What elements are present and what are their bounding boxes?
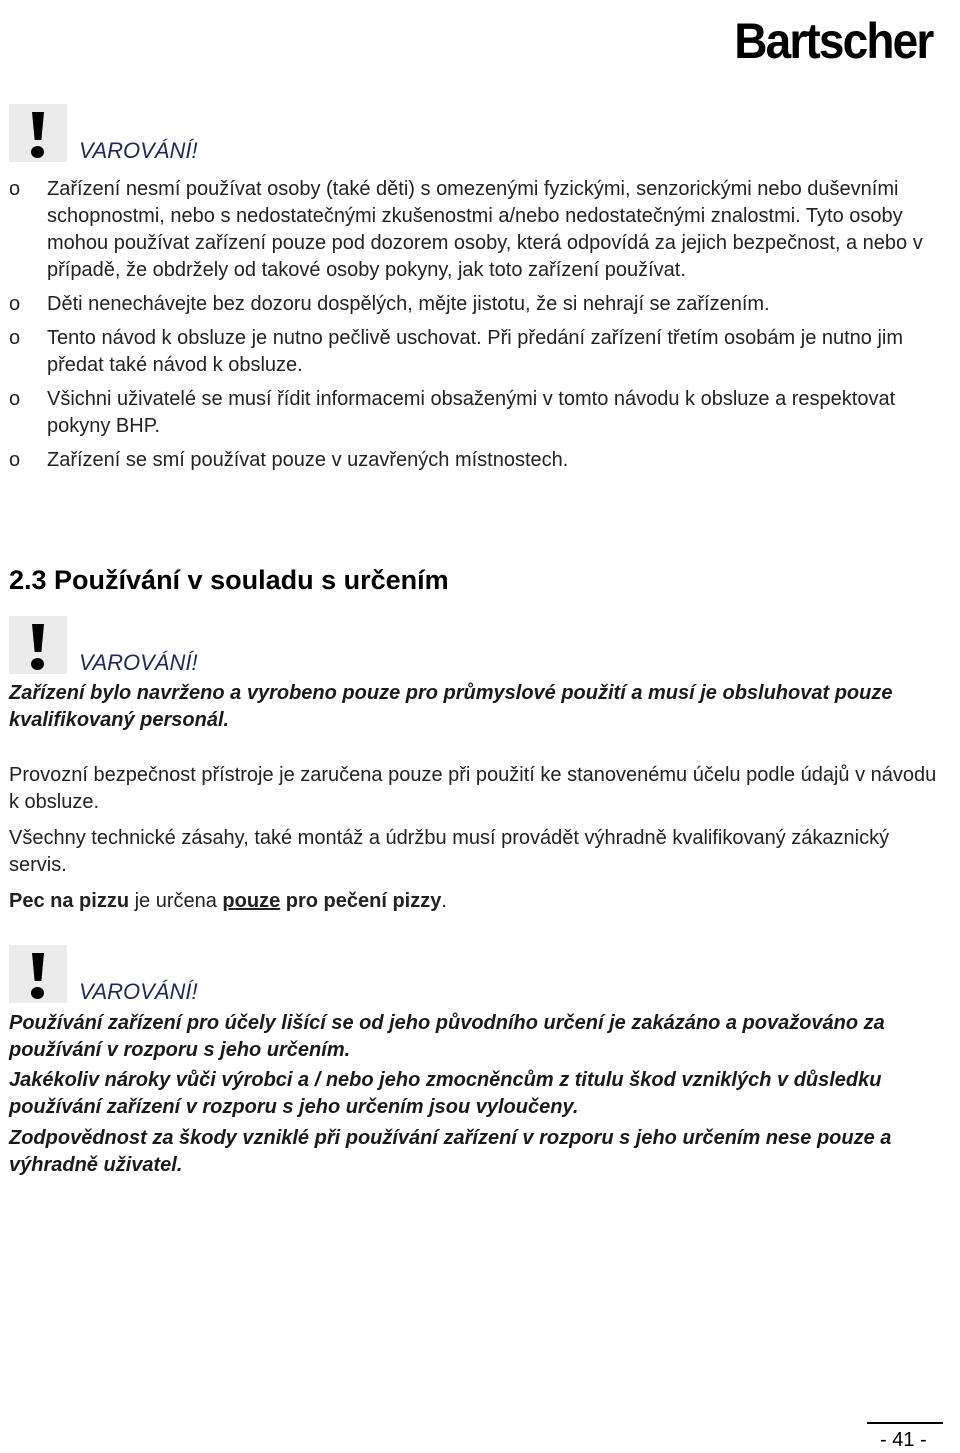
footer-divider (867, 1422, 943, 1424)
bullet-marker: o (9, 388, 21, 410)
list-item-text: Děti nenechávejte bez dozoru dospělých, mějte jistotu, že si nehrají se zařízením. (47, 293, 770, 315)
warning-header-2 (9, 616, 198, 674)
exclamation-icon (9, 616, 67, 674)
emphasis-text: Pec na pizzu (9, 890, 130, 912)
paragraph (9, 888, 949, 915)
warning-bullet-list (9, 176, 949, 481)
list-item (9, 291, 949, 318)
page-number: - 41 - (880, 1429, 927, 1451)
warning-text: Jakékoliv nároky vůči výrobci a / nebo jeho zmocněncům z titulu škod vzniklých v důsledku používání zařízení v rozporu s jeho určením jsou vyloučeny. (9, 1069, 882, 1118)
section-heading: 2.3 Používání v souladu s určením (9, 565, 449, 595)
list-item-text: Všichni uživatelé se musí řídit informacemi obsaženými v tomto návodu k obsluze a respektovat pokyny BHP. (47, 388, 896, 437)
list-item (9, 447, 949, 474)
warning-header-1 (9, 104, 198, 162)
brand-logo (717, 4, 932, 78)
bullet-marker: o (9, 449, 21, 471)
bullet-marker: o (9, 178, 21, 200)
warning-text: Používání zařízení pro účely lišící se od jeho původního určení je zakázáno a považováno za používání v rozporu s jeho určením. (9, 1012, 885, 1061)
plain-text: je určena (129, 890, 223, 912)
warning-title: VAROVÁNÍ! (79, 979, 198, 1004)
list-item (9, 176, 949, 284)
exclamation-icon (9, 104, 67, 162)
list-item-text: Zařízení nesmí používat osoby (také děti) s omezenými fyzickými, senzorickými nebo duševními schopnostmi, nebo s nedostatečnými zkušenostmi a/nebo nedostatečnými znalostmi. Tyto osoby mohou používat zařízení pouze pod dozorem osoby, která odpovídá za jejich bezpečnost, a nebo v případě, že obdržely od takové osoby pokyny, jak toto zařízení používat. (47, 178, 923, 281)
exclamation-icon (9, 945, 67, 1003)
warning-header-3 (9, 945, 198, 1003)
underlined-text: pouze (222, 890, 281, 912)
list-item (9, 386, 949, 440)
logo-text: Bartscher (733, 13, 932, 69)
warning-title: VAROVÁNÍ! (79, 650, 198, 675)
bullet-marker: o (9, 293, 21, 315)
bullet-marker: o (9, 327, 21, 349)
paragraph: Všechny technické zásahy, také montáž a údržbu musí provádět výhradně kvalifikovaný zákaznický servis. (9, 827, 890, 876)
paragraph: Provozní bezpečnost přístroje je zaručena pouze při použití ke stanovenému účelu podle údajů v návodu k obsluze. (9, 764, 937, 813)
list-item-text: Tento návod k obsluze je nutno pečlivě uschovat. Při předání zařízení třetím osobám je nutno jim předat také návod k obsluze. (47, 327, 904, 376)
list-item-text: Zařízení se smí používat pouze v uzavřených místnostech. (47, 449, 569, 471)
warning-text: Zodpovědnost za škody vzniklé při používání zařízení v rozporu s jeho určením nese pouze a výhradně uživatel. (9, 1127, 892, 1176)
warning-text: Zařízení bylo navrženo a vyrobeno pouze pro průmyslové použití a musí je obsluhovat pouze kvalifikovaný personál. (9, 682, 893, 731)
emphasis-text: pro pečení pizzy (280, 890, 442, 912)
list-item (9, 325, 949, 379)
plain-text: . (441, 890, 447, 912)
warning-title: VAROVÁNÍ! (79, 138, 198, 163)
